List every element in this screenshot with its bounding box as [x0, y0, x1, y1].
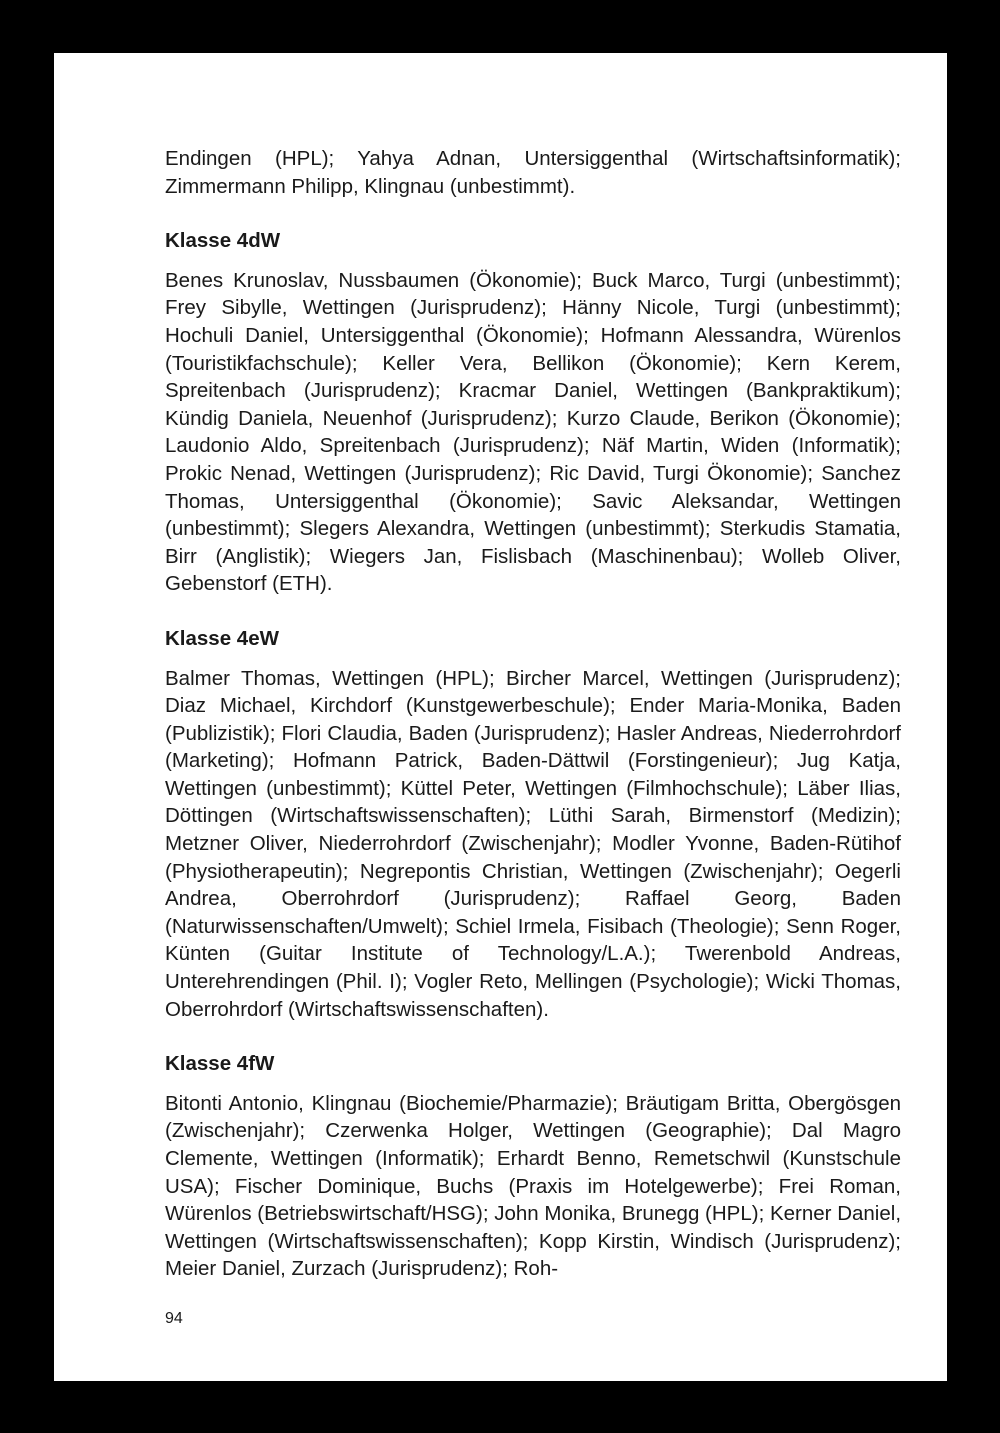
- section-text-4fw: Bitonti Antonio, Klingnau (Biochemie/Pharmazie); Bräutigam Britta, Obergösgen (Zwischenjahr); Czerwenka Holger, Wettingen (Geographie); Dal Magro Clemente, Wettingen (Informatik); Erhardt Benno, Remetschwil (Kunstschule USA); Fischer Dominique, Buchs (Praxis im Hotelgewerbe); Frei Roman, Würenlos (Betriebswirtschaft/HSG); John Monika, Brunegg (HPL); Kerner Daniel, Wettingen (Wirtschaftswissenschaften); Kopp Kirstin, Windisch (Jurisprudenz); Meier Daniel, Zurzach (Jurisprudenz); Roh-: [165, 1091, 902, 1281]
- section-heading-4fw: Klasse 4fW: [165, 1052, 275, 1076]
- section-text-4dw: Benes Krunoslav, Nussbaumen (Ökonomie); Buck Marco, Turgi (unbestimmt); Frey Sibylle, Wettingen (Jurisprudenz); Hänny Nicole, Turgi (unbestimmt); Hochuli Daniel, Untersiggenthal (Ökonomie); Hofmann Alessandra, Würenlos (Touristikfachschule); Keller Vera, Bellikon (Ökonomie); Kern Kerem, Spreitenbach (Jurisprudenz); Kracmar Daniel, Wettingen (Bankpraktikum); Kündig Daniela, Neuenhof (Jurisprudenz); Kurzo Claude, Berikon (Ökonomie); Laudonio Aldo, Spreitenbach (Jurisprudenz); Näf Martin, Widen (Informatik); Prokic Nenad, Wettingen (Jurisprudenz); Ric David, Turgi Ökonomie); Sanchez Thomas, Untersiggenthal (Ökonomie); Savic Aleksandar, Wettingen (unbestimmt); Slegers Alexandra, Wettingen (unbestimmt); Sterkudis Stamatia, Birr (Anglistik); Wiegers Jan, Fislisbach (Maschinenbau); Wolleb Oliver, Gebenstorf (ETH).: [165, 268, 901, 596]
- section-heading-4ew: Klasse 4eW: [165, 626, 279, 650]
- section-text-4ew: Balmer Thomas, Wettingen (HPL); Bircher Marcel, Wettingen (Jurisprudenz); Diaz Michael, Kirchdorf (Kunstgewerbeschule); Ender Maria-Monika, Baden (Publizistik); Flori Claudia, Baden (Jurisprudenz); Hasler Andreas, Niederrohrdorf (Marketing); Hofmann Patrick, Baden-Dättwil (Forstingenieur); Jug Katja, Wettingen (unbestimmt); Küttel Peter, Wettingen (Filmhochschule); Läber Ilias, Döttingen (Wirtschaftswissenschaften); Lüthi Sarah, Birmenstorf (Medizin); Metzner Oliver, Niederrohrdorf (Zwischenjahr); Modler Yvonne, Baden-Rütihof (Physiotherapeutin); Negrepontis Christian, Wettingen (Zwischenjahr); Oegerli Andrea, Oberrohrdorf (Jurisprudenz); Raffael Georg, Baden (Naturwissenschaften/Umwelt); Schiel Irmela, Fisibach (Theologie); Senn Roger, Künten (Guitar Institute of Technology/L.A.); Twerenbold Andreas, Unterehrendingen (Phil. I); Vogler Reto, Mellingen (Psychologie); Wicki Thomas, Oberrohrdorf (Wirtschaftswissenschaften).: [165, 666, 901, 1021]
- document-page: [54, 53, 947, 1381]
- intro-paragraph: Endingen (HPL); Yahya Adnan, Untersiggenthal (Wirtschaftsinformatik); Zimmermann Philipp, Klingnau (unbestimmt).: [165, 147, 901, 198]
- page-content: [165, 145, 901, 1283]
- section-heading-4dw: Klasse 4dW: [165, 229, 281, 253]
- page-number: 94: [165, 1310, 183, 1327]
